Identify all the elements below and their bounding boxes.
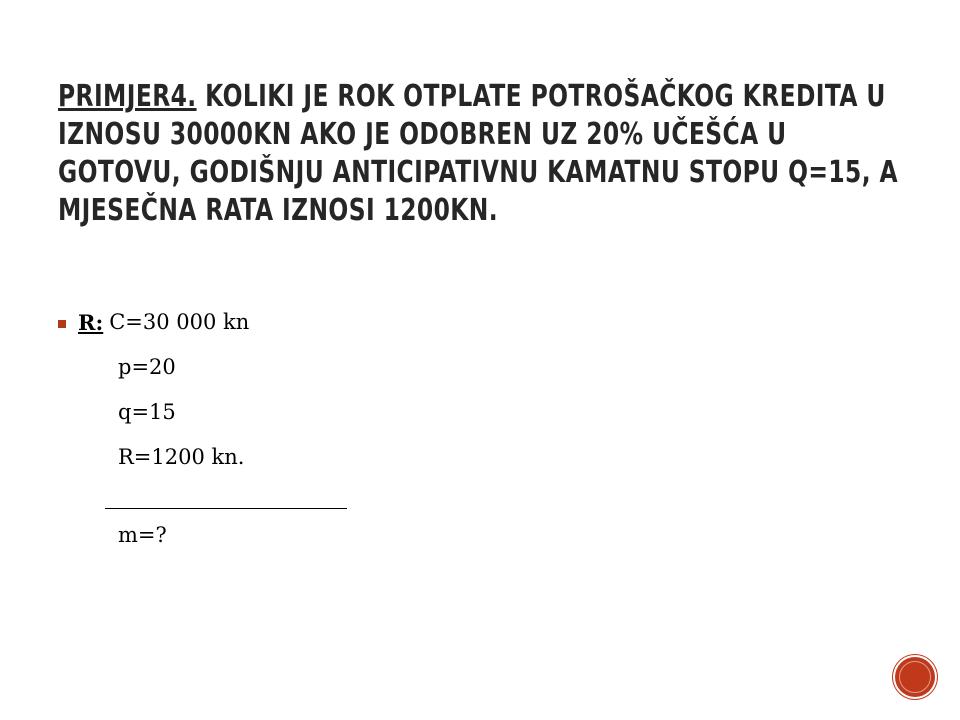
bullet-item [58, 300, 347, 345]
given-capital: C=30 000 kn [109, 310, 250, 334]
nav-circle-icon [899, 661, 931, 693]
divider-line [105, 508, 347, 509]
given-p: p=20 [118, 355, 176, 379]
square-bullet-icon [58, 320, 66, 328]
example-label: PRIMJER4. [58, 79, 197, 114]
given-q: q=15 [118, 400, 176, 424]
given-rate: R=1200 kn. [118, 445, 245, 469]
problem-statement: KOLIKI JE ROK OTPLATE POTROŠAČKOG KREDITA U IZNOSU 30000KN AKO JE ODOBREN UZ 20% UČEŠĆA U GOTOVU, GODIŠNJU ANTICIPATIVNU KAMATNU STOPU Q=15, A MJESEČNA RATA IZNOSI 1200KN. [58, 79, 899, 228]
solution-label: R: [78, 310, 104, 335]
unknown-m: m=? [118, 523, 167, 547]
slide-title [58, 78, 916, 230]
solution-block [58, 300, 347, 558]
slide-nav-button[interactable] [895, 657, 935, 697]
